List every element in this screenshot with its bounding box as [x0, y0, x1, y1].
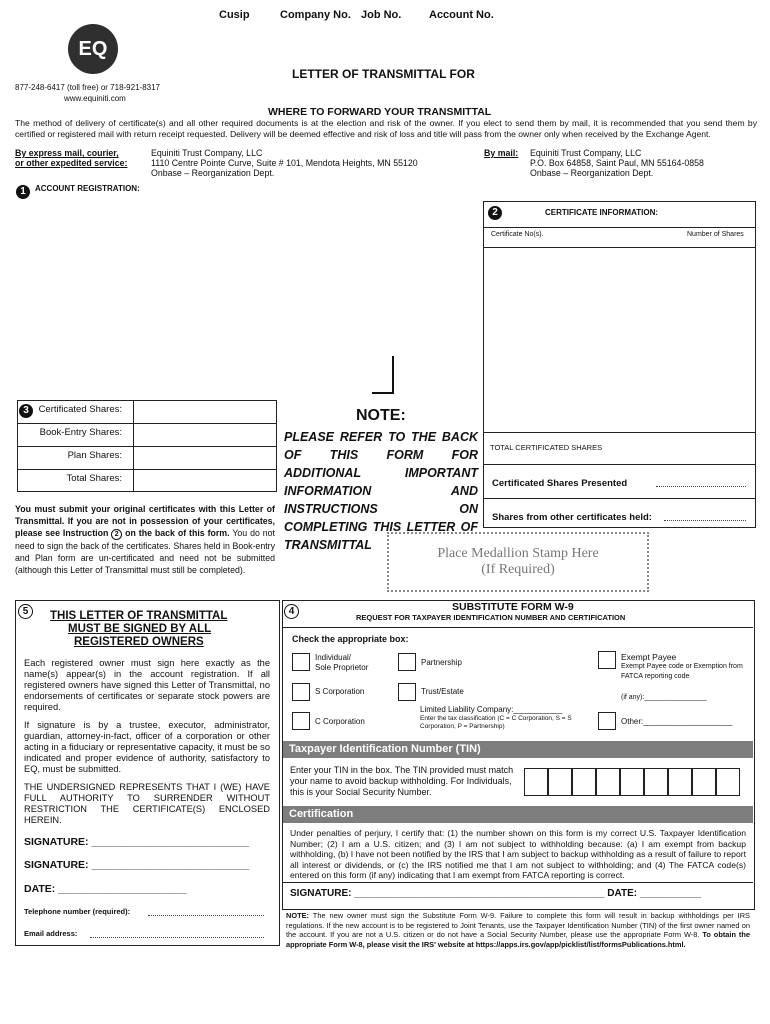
account-registration-area[interactable] [15, 196, 470, 396]
certificate-info-label: CERTIFICATE INFORMATION: [545, 208, 659, 217]
llc-note: Enter the tax classification (C = C Corporation, S = S Corporation, P = Partnership) [420, 715, 572, 730]
check-label: Check the appropriate box: [292, 634, 409, 644]
submit-instructions-rest: You do not need to sign the back of the certificates. Shares held in Book-entry and Plan form are un-certificated and need not be submitted (although this Letter of Transmittal must still be completed). [15, 528, 275, 575]
tin-digit-box[interactable] [596, 768, 620, 796]
sig-para-1: Each registered owner must sign here exactly as the name(s) appear(s) in the account registration. If all registered owners have signed this Letter of Transmittal, no endorsements of certificates or separate stock powers are required. [24, 658, 270, 712]
tin-digit-box[interactable] [692, 768, 716, 796]
partnership-checkbox[interactable] [398, 653, 416, 671]
mail-address-3: Onbase – Reorganization Dept. [530, 168, 654, 178]
certificated-shares-label: Certificated Shares: [38, 404, 122, 415]
w9-note-label: NOTE: [286, 911, 309, 920]
forward-heading: WHERE TO FORWARD YOUR TRANSMITTAL [268, 106, 492, 118]
individual-checkbox[interactable] [292, 653, 310, 671]
other-field[interactable]: Other:____________________ [621, 717, 733, 726]
tin-digit-box[interactable] [524, 768, 548, 796]
w9-note-link[interactable]: To obtain the appropriate Form W-8, please visit the IRS' website at https://apps.irs.gov/app/picklist/list/formsPublications.html. [286, 930, 750, 949]
total-shares-label: Total Shares: [66, 473, 122, 484]
submit-instructions [15, 503, 275, 576]
express-address-3: Onbase – Reorganization Dept. [151, 168, 275, 178]
s-corporation-checkbox[interactable] [292, 683, 310, 701]
medallion-stamp-area[interactable] [387, 532, 649, 592]
tin-digit-box[interactable] [572, 768, 596, 796]
sig-title-3: REGISTERED OWNERS [74, 636, 204, 648]
individual-label: Individual/ Sole Proprietor [315, 653, 369, 672]
partnership-label: Partnership [421, 658, 462, 667]
job-no-label: Job No. [361, 9, 402, 21]
exempt-payee-checkbox[interactable] [598, 651, 616, 669]
tin-digit-box[interactable] [548, 768, 572, 796]
w9-subtitle: REQUEST FOR TAXPAYER IDENTIFICATION NUMBER AND CERTIFICATION [356, 613, 626, 622]
w9-note [286, 911, 750, 949]
page-title: LETTER OF TRANSMITTAL FOR [292, 67, 475, 81]
equiniti-logo [68, 24, 118, 74]
section-3-number: 3 [19, 404, 33, 418]
total-shares-input[interactable] [134, 470, 274, 489]
sig-para-3: THE UNDERSIGNED REPRESENTS THAT I (WE) HAVE FULL AUTHORITY TO SURRENDER WITHOUT RESTRICTION THE CERTIFICATE(S) ENCLOSED HEREIN. [24, 782, 270, 825]
w9-note-text: The new owner must sign the Substitute Form W-9. Failure to complete this form will result in backup withholdings per IRS regulations. If the new account is to be registered to Joint Tenants, use the Taxpayer Identification Number (TIN) of the first owner named on the account. If you are not a U.S. citizen or do not have a Social Security Number, please use the appropriate Form W-8. [286, 911, 750, 939]
express-address-2: 1110 Centre Pointe Curve, Suite # 101, Mendota Heights, MN 55120 [151, 158, 418, 168]
c-corporation-checkbox[interactable] [292, 712, 310, 730]
exempt-payee-label: Exempt Payee [621, 652, 677, 662]
certificate-numbers-header: Certificate No(s). [491, 231, 544, 238]
submit-instructions-bold: You must submit your original certificates with this Letter of Transmittal. If you are not in possession of your certificates, please see Instruction [15, 504, 275, 538]
stamp-line-2: (If Required) [481, 562, 555, 577]
book-entry-shares-input[interactable] [134, 424, 274, 445]
certification-text: Under penalties of perjury, I certify that: (1) the number shown on this form is my correct U.S. Taxpayer Identification Number; (2) I am a U.S. citizen; and (3) I am not subject to withholding because: (a) I am exempt from backup withholding, (b) I have not been notified by the IRS that I am subject to backup withholding as a result of failure to report all interest or dividends, or (c) the IRS notified me that I am not subject to withholding; and (4) The FATCA code(s) entered on this form (if any) indicating that I am exempt from FATCA reporting is correct. [290, 828, 746, 880]
sig-para-2: If signature is by a trustee, executor, administrator, guardian, attorney-in-fact, officer of a corporation or other acting in a fiduciary or representative capacity, it must be so indicated and proper evidence of authority, satisfactory to EQ, must be submitted. [24, 720, 270, 774]
cusip-label: Cusip [219, 9, 250, 21]
exempt-payee-note: Exempt Payee code or Exemption from FATCA reporting code [621, 663, 743, 680]
sig-title-1: THIS LETTER OF TRANSMITTAL [50, 610, 228, 622]
tin-input-boxes[interactable] [524, 768, 746, 796]
tin-digit-box[interactable] [668, 768, 692, 796]
c-corporation-label: C Corporation [315, 717, 365, 726]
email-label: Email address: [24, 929, 78, 938]
signature-line-1[interactable]: SIGNATURE: ___________________________ [24, 836, 250, 848]
divider [484, 498, 755, 499]
account-registration-label: ACCOUNT REGISTRATION: [35, 184, 140, 193]
mail-address-2: P.O. Box 64858, Saint Paul, MN 55164-0858 [530, 158, 704, 168]
submit-instructions-bold-2: on the back of this form. [122, 528, 230, 538]
w9-title: SUBSTITUTE FORM W-9 [452, 601, 574, 613]
s-corporation-label: S Corporation [315, 687, 365, 696]
telephone-field[interactable] [148, 915, 264, 916]
mail-label: By mail: [484, 148, 519, 158]
other-checkbox[interactable] [598, 712, 616, 730]
forward-text: The method of delivery of certificate(s) and all other required documents is at the election and risk of the owner. If you elect to send them by mail, it is recommended that you send them by certified or registered mail with return receipt requested. Delivery will be deemed effective and risk of loss and title will pass from the owner only when received by the Exchange Agent. [15, 118, 757, 139]
express-label-2: or other expedited service: [15, 158, 128, 168]
number-of-shares-header: Number of Shares [687, 231, 744, 238]
trust-estate-label: Trust/Estate [421, 687, 464, 696]
divider [283, 627, 753, 628]
other-shares-label: Shares from other certificates held: [492, 512, 652, 523]
divider [484, 464, 755, 465]
book-entry-shares-label: Book-Entry Shares: [39, 427, 122, 438]
section-1-number: 1 [16, 185, 30, 199]
tin-header: Taxpayer Identification Number (TIN) [283, 741, 753, 758]
registration-corner-mark [372, 356, 394, 394]
shares-presented-label: Certificated Shares Presented [492, 478, 628, 489]
email-field[interactable] [90, 937, 264, 938]
tin-instructions: Enter your TIN in the box. The TIN provided must match your name to avoid backup withholding. For Individuals, this is your Social Security Number. [290, 765, 514, 797]
mail-address-1: Equiniti Trust Company, LLC [530, 148, 642, 158]
express-address-1: Equiniti Trust Company, LLC [151, 148, 263, 158]
tin-digit-box[interactable] [716, 768, 740, 796]
certification-header: Certification [283, 806, 753, 823]
section-2-number: 2 [488, 206, 502, 220]
llc-label[interactable]: Limited Liability Company:___________ [420, 705, 563, 714]
company-no-label: Company No. [280, 9, 351, 21]
instruction-2-marker: 2 [111, 529, 122, 540]
phone-numbers: 877-248-6417 (toll free) or 718-921-8317 [15, 83, 160, 92]
certificated-shares-input[interactable] [134, 401, 274, 422]
section-5-number: 5 [18, 604, 33, 619]
trust-estate-checkbox[interactable] [398, 683, 416, 701]
section-4-number: 4 [284, 604, 299, 619]
other-shares-field[interactable] [664, 520, 746, 521]
stamp-line-1: Place Medallion Stamp Here [437, 546, 599, 561]
note-body: PLEASE REFER TO THE BACK OF THIS FORM FOR ADDITIONAL IMPORTANT INFORMATION AND INSTRUCTIONS ON COMPLETING THIS LETTER OF TRANSMITTAL [284, 430, 478, 552]
logo-text: EQ [78, 38, 108, 60]
w9-signature-line[interactable]: SIGNATURE: _____________________________________________ DATE: ___________ [290, 888, 702, 899]
if-any-field[interactable]: (if any):________________ [621, 694, 707, 701]
certificate-entries-area[interactable] [487, 247, 750, 429]
tin-digit-box[interactable] [644, 768, 668, 796]
note-title: NOTE: [356, 407, 406, 424]
divider [283, 882, 753, 883]
tin-digit-box[interactable] [620, 768, 644, 796]
telephone-label: Telephone number (required): [24, 907, 131, 916]
express-label-1: By express mail, courier, [15, 148, 119, 158]
divider [484, 432, 755, 433]
date-line[interactable]: DATE: ______________________ [24, 883, 187, 895]
website: www.equiniti.com [64, 94, 126, 103]
plan-shares-input[interactable] [134, 447, 274, 468]
account-no-label: Account No. [429, 9, 494, 21]
sig-title-2: MUST BE SIGNED BY ALL [68, 623, 212, 635]
signature-line-2[interactable]: SIGNATURE: ___________________________ [24, 859, 250, 871]
plan-shares-label: Plan Shares: [67, 450, 122, 461]
shares-presented-field[interactable] [656, 486, 746, 487]
total-certificated-shares-label: TOTAL CERTIFICATED SHARES [490, 443, 603, 452]
